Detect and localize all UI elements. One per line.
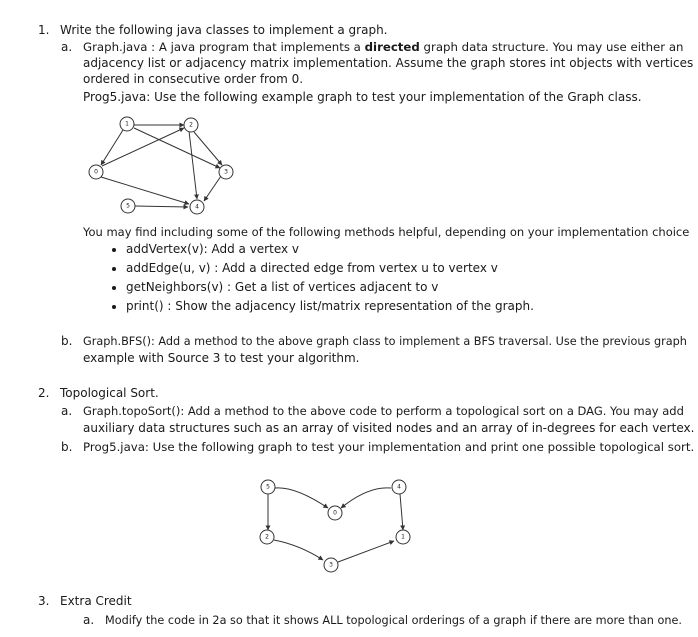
q2a-line2: auxiliary data structures such as an array of visited nodes and an array of in-degrees for each vertex. xyxy=(83,421,695,435)
graph2-node-label: 4 xyxy=(397,483,401,491)
bullet-icon xyxy=(112,305,116,309)
graph2-node xyxy=(392,480,406,494)
graph1-node-label: 1 xyxy=(125,120,129,128)
q1b-line1: Graph.BFS(): Add a method to the above graph class to implement a BFS traversal. Use the previous graph xyxy=(83,335,687,348)
graph1-node xyxy=(121,199,135,213)
graph2-node xyxy=(260,530,274,544)
graph1-node xyxy=(184,118,198,132)
graph2-node xyxy=(396,530,410,544)
bullet-icon xyxy=(112,267,116,271)
q2b-line1: Prog5.java: Use the following graph to test your implementation and print one possible topological sort. xyxy=(83,440,695,454)
methods-intro: You may find including some of the following methods helpful, depending on your implementation choice xyxy=(83,225,690,239)
graph2-diagram xyxy=(250,470,420,580)
graph1-node-label: 0 xyxy=(94,168,98,176)
graph1-node xyxy=(190,200,204,214)
graph2-node-label: 1 xyxy=(401,533,405,541)
edge-2-4 xyxy=(189,131,197,199)
method-item: print() : Show the adjacency list/matrix representation of the graph. xyxy=(126,299,534,313)
graph1-node xyxy=(89,165,103,179)
q1b-line2: example with Source 3 to test your algorithm. xyxy=(83,351,360,365)
graph1-node-label: 2 xyxy=(189,121,193,129)
graph2-node-label: 5 xyxy=(266,483,270,491)
edge-0-2 xyxy=(102,128,184,166)
q1-title: Write the following java classes to implement a graph. xyxy=(60,23,388,37)
graph2-node xyxy=(324,558,338,572)
q3-title: Extra Credit xyxy=(60,594,132,608)
q1a-line3: ordered in consecutive order from 0. xyxy=(83,72,304,86)
graph1-node-label: 3 xyxy=(224,168,228,176)
q2-number: 2. xyxy=(38,386,50,400)
edge-5-4 xyxy=(135,206,188,207)
edge-1-0 xyxy=(101,130,123,165)
q2-title: Topological Sort. xyxy=(60,386,159,400)
q1a-line1-bold: directed xyxy=(364,40,420,54)
graph2-node-label: 2 xyxy=(265,533,269,541)
method-item: getNeighbors(v) : Get a list of vertices adjacent to v xyxy=(126,280,439,294)
edge-2-3 xyxy=(274,540,323,560)
edge-3-1 xyxy=(338,541,394,562)
graph1-diagram xyxy=(80,110,250,220)
edge-2-3 xyxy=(194,132,222,165)
q1a-marker: a. xyxy=(61,40,73,54)
q1a-line2: adjacency list or adjacency matrix implementation. Assume the graph stores int objects with vertices xyxy=(83,56,694,70)
graph1-node-label: 5 xyxy=(126,202,130,210)
edge-4-0 xyxy=(341,488,391,508)
q2a-marker: a. xyxy=(61,404,73,418)
graph2-node xyxy=(328,506,342,520)
graph2-node-label: 0 xyxy=(333,509,337,517)
q3a-marker: a. xyxy=(83,613,95,627)
graph1-node-label: 4 xyxy=(195,203,199,211)
graph2-node xyxy=(261,480,275,494)
q2b-marker: b. xyxy=(61,440,73,454)
q1a-line1-pre: Graph.java : A java program that implements a xyxy=(83,40,365,54)
q1-number: 1. xyxy=(38,23,50,37)
graph2-node-label: 3 xyxy=(329,561,333,569)
edge-5-0 xyxy=(275,488,328,508)
edge-4-1 xyxy=(400,494,403,530)
q1a-line1 xyxy=(83,40,684,55)
method-item: addEdge(u, v) : Add a directed edge from vertex u to vertex v xyxy=(126,261,498,275)
q2a-line1: Graph.topoSort(): Add a method to the above code to perform a topological sort on a DAG. You may add xyxy=(83,404,684,418)
q3-number: 3. xyxy=(38,594,50,608)
edge-3-4 xyxy=(204,176,221,201)
q1a-line4: Prog5.java: Use the following example graph to test your implementation of the Graph class. xyxy=(83,90,642,104)
q1b-marker: b. xyxy=(61,334,73,348)
method-item: addVertex(v): Add a vertex v xyxy=(126,242,300,256)
bullet-icon xyxy=(112,248,116,252)
q3a-line1: Modify the code in 2a so that it shows ALL topological orderings of a graph if there are more than one. xyxy=(105,614,682,627)
graph1-node xyxy=(219,165,233,179)
bullet-icon xyxy=(112,286,116,290)
q1a-line1-post: graph data structure. You may use either an xyxy=(419,40,684,54)
edge-0-4 xyxy=(101,177,189,204)
graph1-node xyxy=(120,117,134,131)
